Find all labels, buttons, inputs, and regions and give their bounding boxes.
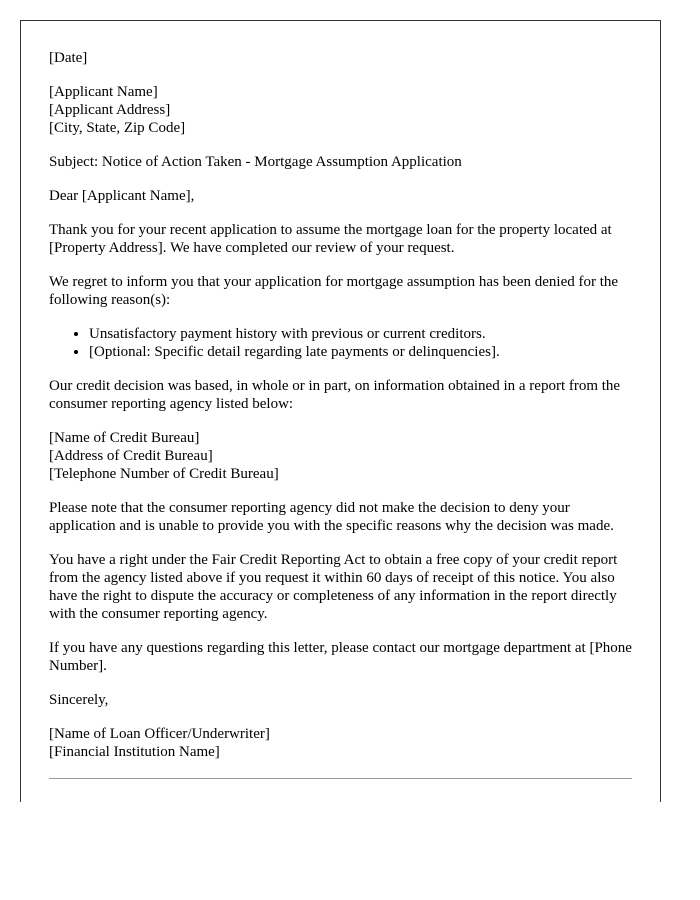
credit-decision-paragraph: Our credit decision was based, in whole or in part, on information obtained in a report from the consumer reporting agency listed below: bbox=[49, 378, 621, 412]
signer-name: [Name of Loan Officer/Underwriter] bbox=[49, 726, 270, 742]
contact-paragraph: If you have any questions regarding this letter, please contact our mortgage department at [Phone Number]. bbox=[49, 640, 632, 674]
reason-item: • [Optional: Specific detail regarding late payments or delinquencies]. bbox=[89, 343, 632, 361]
denial-paragraph: We regret to inform you that your application for mortgage assumption has been denied for the following reason(s): bbox=[49, 274, 619, 308]
reasons-list bbox=[49, 325, 632, 361]
closing: Sincerely, bbox=[49, 692, 109, 708]
intro-paragraph: Thank you for your recent application to assume the mortgage loan for the property located at [Property Address]. We have completed our review of your request. bbox=[49, 222, 612, 256]
recipient-city: [City, State, Zip Code] bbox=[49, 120, 186, 136]
letter bbox=[20, 20, 661, 802]
divider bbox=[49, 778, 632, 779]
salutation: Dear [Applicant Name], bbox=[49, 188, 195, 204]
recipient-name: [Applicant Name] bbox=[49, 84, 158, 100]
subject: Subject: Notice of Action Taken - Mortgage Assumption Application bbox=[49, 154, 462, 170]
bureau-name: [Name of Credit Bureau] bbox=[49, 430, 200, 446]
rights-paragraph: You have a right under the Fair Credit Reporting Act to obtain a free copy of your credit report from the agency listed above if you request it within 60 days of receipt of this notice. You also have the right to dispute the accuracy or completeness of any information in the report directly with the consumer reporting agency. bbox=[49, 552, 618, 622]
reason-item: • Unsatisfactory payment history with previous or current creditors. bbox=[89, 325, 632, 343]
bureau-address: [Address of Credit Bureau] bbox=[49, 448, 213, 464]
recipient-street: [Applicant Address] bbox=[49, 102, 171, 118]
institution-name: [Financial Institution Name] bbox=[49, 744, 220, 760]
credit-bureau-info bbox=[49, 429, 632, 483]
recipient-address bbox=[49, 83, 632, 137]
signature-block bbox=[49, 725, 632, 761]
date: [Date] bbox=[49, 50, 88, 66]
bureau-phone: [Telephone Number of Credit Bureau] bbox=[49, 466, 279, 482]
agency-note-paragraph: Please note that the consumer reporting agency did not make the decision to deny your application and is unable to provide you with the specific reasons why the decision was made. bbox=[49, 500, 614, 534]
